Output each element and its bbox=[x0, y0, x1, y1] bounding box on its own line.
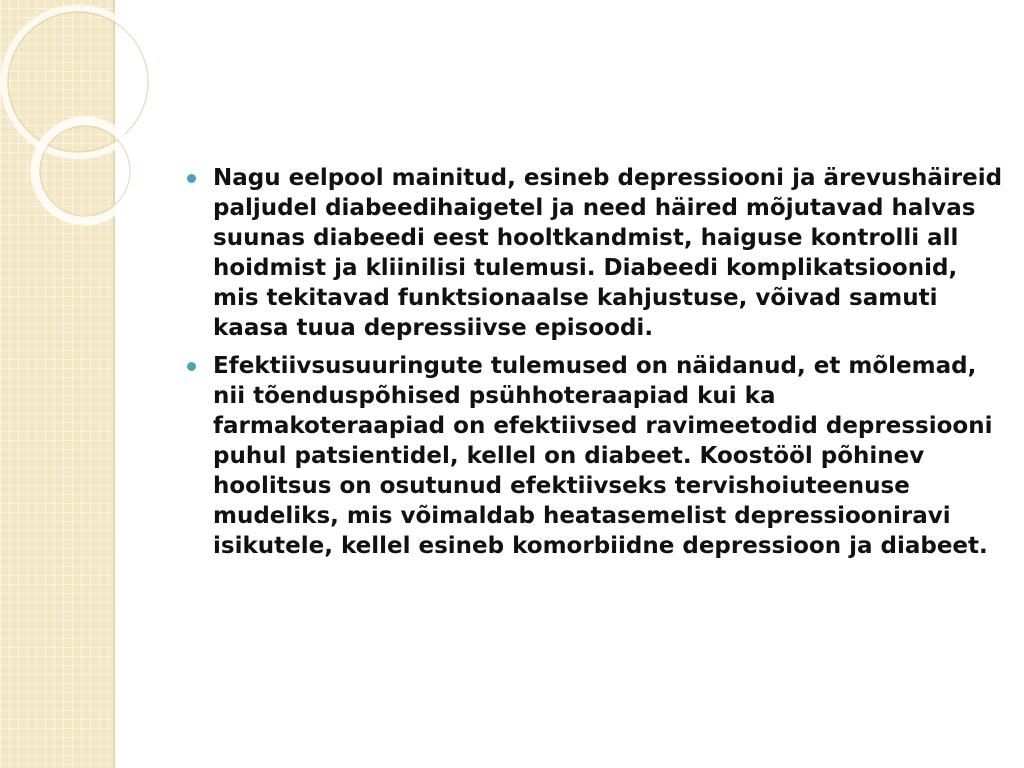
decorative-ring-large bbox=[4, 8, 152, 156]
decorative-rings bbox=[0, 0, 160, 260]
bullet-icon bbox=[187, 362, 196, 371]
bullet-text: Nagu eelpool mainitud, esineb depressiooni ja ärevushäireid paljudel diabeedihaigetel ja need häired mõjutavad halvas suunas diabeedi eest hooltkandmist, haiguse kontrolli all hoidmist ja kliinilisi tulemusi. Diabeedi komplikatsioonid, mis tekitavad funktsionaalse kahjustuse, võivad samuti kaasa tuua depressiivse episoodi. bbox=[213, 165, 1003, 341]
bullet-list bbox=[185, 163, 1005, 561]
bullet-text: Efektiivsusuuringute tulemused on näidanud, et mõlemad, nii tõenduspõhised psühhoteraapiad kui ka farmakoteraapiad on efektiivsed ravimeetodid depressiooni puhul patsientidel, kellel on diabeet. Koostööl põhinev hoolitsus on osutunud efektiivseks tervishoiuteenuse mudeliks, mis võimaldab heatasemelist depressiooniravi isikutele, kellel esineb komorbiidne depressioon ja diabeet. bbox=[213, 353, 993, 559]
slide-body bbox=[185, 163, 1005, 569]
bullet-icon bbox=[187, 174, 196, 183]
decorative-ring-large-shade bbox=[8, 12, 148, 152]
bullet-item bbox=[185, 163, 1005, 343]
decorative-ring-small-shade bbox=[40, 126, 130, 216]
decorative-ring-small bbox=[35, 121, 135, 221]
bullet-item bbox=[185, 351, 1005, 561]
